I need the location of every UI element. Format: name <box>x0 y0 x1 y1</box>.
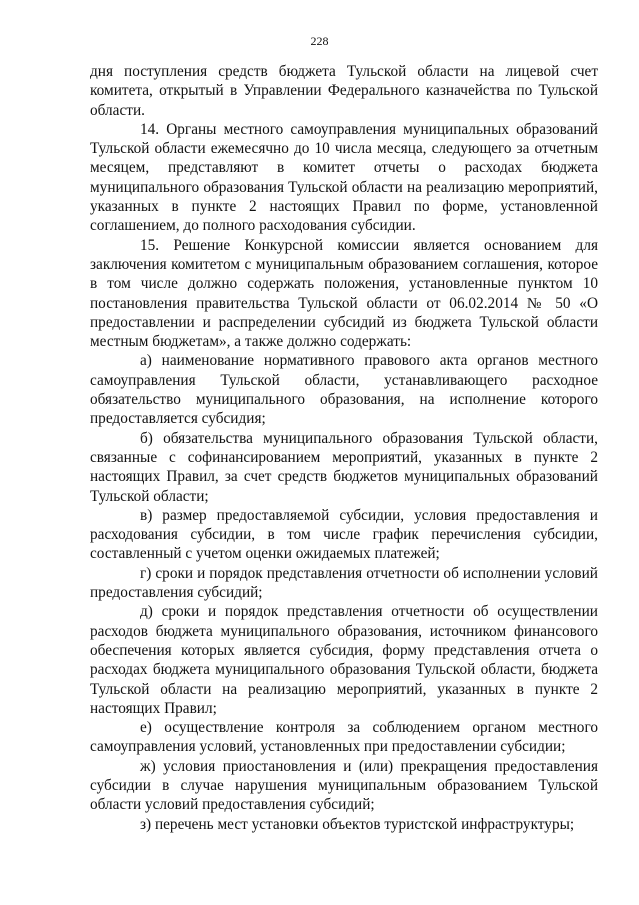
paragraph-item-14: 14. Органы местного самоуправления муниципальных образований Тульской области ежемесячно до 10 числа месяца, следующего за отчетным месяцем, представляют в комитет отчеты о расходах бюджета муниципального образования Тульской области на реализацию мероприятий, указанных в пункте 2 настоящих Правил по форме, установленной соглашением, до полного расходования субсидии. <box>90 120 598 235</box>
document-body <box>90 62 598 834</box>
subitem-v: в) размер предоставляемой субсидии, условия предоставления и расходования субсидии, в том числе график перечисления субсидии, составленный с учетом оценки ожидаемых платежей; <box>90 506 598 563</box>
subitem-zh: ж) условия приостановления и (или) прекращения предоставления субсидии в случае нарушения муниципальным образованием Тульской области условий предоставления субсидий; <box>90 757 598 814</box>
subitem-a: а) наименование нормативного правового акта органов местного самоуправления Тульской области, устанавливающего расходное обязательство муниципального образования, на исполнение которого предоставляется субсидия; <box>90 352 598 428</box>
paragraph-item-15: 15. Решение Конкурсной комиссии является основанием для заключения комитетом с муниципальным образованием соглашения, которое в том числе должно содержать положения, установленные пунктом 10 постановления правительства Тульской области от 06.02.2014 № 50 «О предоставлении и распределении субсидий из бюджета Тульской области местным бюджетам», а также должно содержать: <box>90 236 598 351</box>
subitem-b: б) обязательства муниципального образования Тульской области, связанные с софинансированием мероприятий, указанных в пункте 2 настоящих Правил, за счет средств бюджетов муниципальных образований Тульской области; <box>90 429 598 505</box>
subitem-d: д) сроки и порядок представления отчетности об осуществлении расходов бюджета муниципального образования, источником финансового обеспечения которых является субсидия, форму представления отчета о расходах бюджета муниципального образования Тульской области, бюджета Тульской области на реализацию мероприятий, указанных в пункте 2 настоящих Правил; <box>90 603 598 717</box>
paragraph-continuation: дня поступления средств бюджета Тульской области на лицевой счет комитета, открытый в Управлении Федерального казначейства по Тульской области. <box>90 63 598 119</box>
page-number: 228 <box>310 34 329 48</box>
subitem-g: г) сроки и порядок представления отчетности об исполнении условий предоставления субсидий; <box>90 564 598 602</box>
subitem-z: з) перечень мест установки объектов туристской инфраструктуры; <box>140 815 575 833</box>
subitem-e: е) осуществление контроля за соблюдением органом местного самоуправления условий, установленных при предоставлении субсидии; <box>90 719 598 756</box>
